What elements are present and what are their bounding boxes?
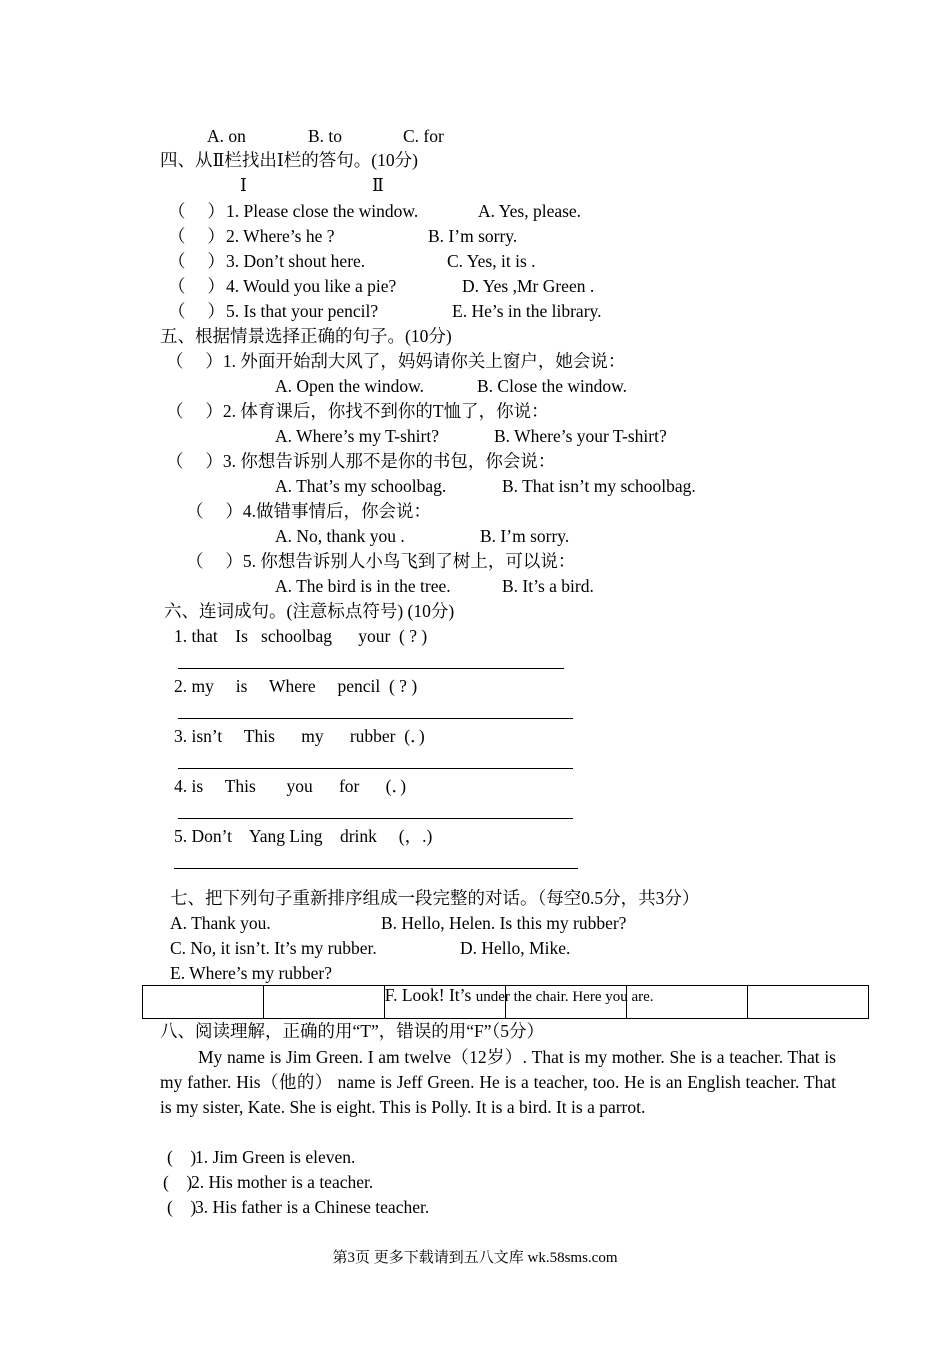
section5-question: （ ）3. 你想告诉别人那不是你的书包，你会说：: [166, 451, 556, 471]
tf-question: 2. His mother is a teacher.: [191, 1172, 374, 1192]
section5-question: （ ）1. 外面开始刮大风了，妈妈请你关上窗户，她会说：: [166, 351, 626, 371]
section7-sentence-f-small: under the chair. Here you are.: [475, 989, 654, 1005]
section7-sentence-c: C. No, it isn’t. It’s my rubber.: [170, 938, 377, 958]
section4-answer: C. Yes, it is .: [447, 251, 536, 271]
answer-line[interactable]: [178, 718, 573, 719]
section7-sentence-d: D. Hello, Mike.: [460, 938, 571, 958]
answer-line[interactable]: [178, 768, 573, 769]
answer-cell[interactable]: [385, 986, 506, 1019]
section5-choice-a: A. Where’s my T-shirt?: [275, 426, 439, 446]
section4-col2-header: Ⅱ: [372, 175, 384, 195]
reading-passage-text: My name is Jim Green. I am twelve（12岁）. That is my mother. She is a teacher. That is my father. His（他的） name is Jeff Green. He is a teacher, too. He is an English teacher. That is my sister, Kate. She is eight. This is Polly. It is a bird. It is a parrot.: [160, 1047, 836, 1117]
section5-choice-b: B. It’s a bird.: [502, 576, 594, 596]
section5-choice-a: A. The bird is in the tree.: [275, 576, 451, 596]
option-a-on: A. on: [207, 126, 246, 146]
answer-line[interactable]: [178, 668, 564, 669]
section8-title: 八、阅读理解，正确的用“T”，错误的用“F”（5分）: [160, 1021, 544, 1041]
section4-title: 四、从Ⅱ栏找出Ⅰ栏的答句。(10分): [160, 150, 418, 170]
page-footer: 第3页 更多下载请到五八文库 wk.58sms.com: [332, 1250, 618, 1266]
answer-cell[interactable]: [627, 986, 748, 1019]
section4-question: 2. Where’s he ?: [226, 226, 335, 246]
section5-question: （ ）5. 你想告诉别人小鸟飞到了树上，可以说：: [186, 551, 576, 571]
tf-paren[interactable]: ( ): [167, 1147, 197, 1167]
section7-sentence-f-main: F. Look! It’s: [384, 985, 472, 1005]
section5-choice-a: A. That’s my schoolbag.: [275, 476, 447, 496]
section5-choice-b: B. Close the window.: [477, 376, 628, 396]
section5-choice-b: B. That isn’t my schoolbag.: [502, 476, 696, 496]
answer-cell[interactable]: [143, 986, 264, 1019]
option-c-for: C. for: [403, 126, 444, 146]
section6-word-list: 2. my is Where pencil ( ? ): [174, 676, 418, 696]
section6-word-list: 1. that Is schoolbag your ( ? ): [174, 626, 428, 646]
section4-answer: E. He’s in the library.: [452, 301, 602, 321]
answer-table: [142, 985, 869, 1019]
reading-passage: [160, 1045, 836, 1120]
tf-question: 3. His father is a Chinese teacher.: [195, 1197, 430, 1217]
section6-word-list: 5. Don’t Yang Ling drink (，.): [174, 826, 433, 846]
answer-line[interactable]: [178, 818, 573, 819]
answer-cell[interactable]: [506, 986, 627, 1019]
section4-answer: B. I’m sorry.: [428, 226, 518, 246]
section7-sentence-e: E. Where’s my rubber?: [170, 963, 332, 983]
section5-choice-a: A. Open the window.: [275, 376, 425, 396]
answer-cell[interactable]: [748, 986, 869, 1019]
section4-question: 1. Please close the window.: [226, 201, 419, 221]
option-b-to: B. to: [308, 126, 343, 146]
section4-paren[interactable]: （ ）: [168, 251, 225, 271]
section7-sentence-a: A. Thank you.: [170, 913, 271, 933]
section5-question: （ ）2. 体育课后，你找不到你的T恤了，你说：: [166, 401, 549, 421]
section5-choice-a: A. No, thank you .: [275, 526, 405, 546]
tf-question: 1. Jim Green is eleven.: [195, 1147, 356, 1167]
section7-title: 七、把下列句子重新排序组成一段完整的对话。（每空0.5分，共3分）: [170, 888, 700, 908]
answer-line[interactable]: [174, 868, 578, 869]
section5-choice-b: B. I’m sorry.: [480, 526, 570, 546]
section4-question: 3. Don’t shout here.: [226, 251, 366, 271]
section6-title: 六、连词成句。(注意标点符号) (10分): [164, 601, 455, 621]
tf-paren[interactable]: ( ): [167, 1197, 197, 1217]
section4-paren[interactable]: （ ）: [168, 276, 225, 296]
section6-word-list: 4. is This you for (．): [174, 776, 407, 796]
answer-cell[interactable]: [264, 986, 385, 1019]
section4-answer: A. Yes, please.: [478, 201, 582, 221]
section5-question: （ ）4.做错事情后，你会说：: [186, 501, 431, 521]
section7-sentence-b: B. Hello, Helen. Is this my rubber?: [381, 913, 627, 933]
section4-paren[interactable]: （ ）: [168, 301, 225, 321]
section5-title: 五、根据情景选择正确的句子。(10分): [160, 326, 452, 346]
section5-choice-b: B. Where’s your T-shirt?: [494, 426, 667, 446]
section6-word-list: 3. isn’t This my rubber (．): [174, 726, 425, 746]
tf-paren[interactable]: ( ): [163, 1172, 193, 1192]
section4-paren[interactable]: （ ）: [168, 201, 225, 221]
section4-question: 4. Would you like a pie?: [226, 276, 397, 296]
section4-question: 5. Is that your pencil?: [226, 301, 379, 321]
section4-answer: D. Yes ,Mr Green .: [462, 276, 595, 296]
section4-col1-header: Ⅰ: [240, 175, 247, 195]
section4-paren[interactable]: （ ）: [168, 226, 225, 246]
